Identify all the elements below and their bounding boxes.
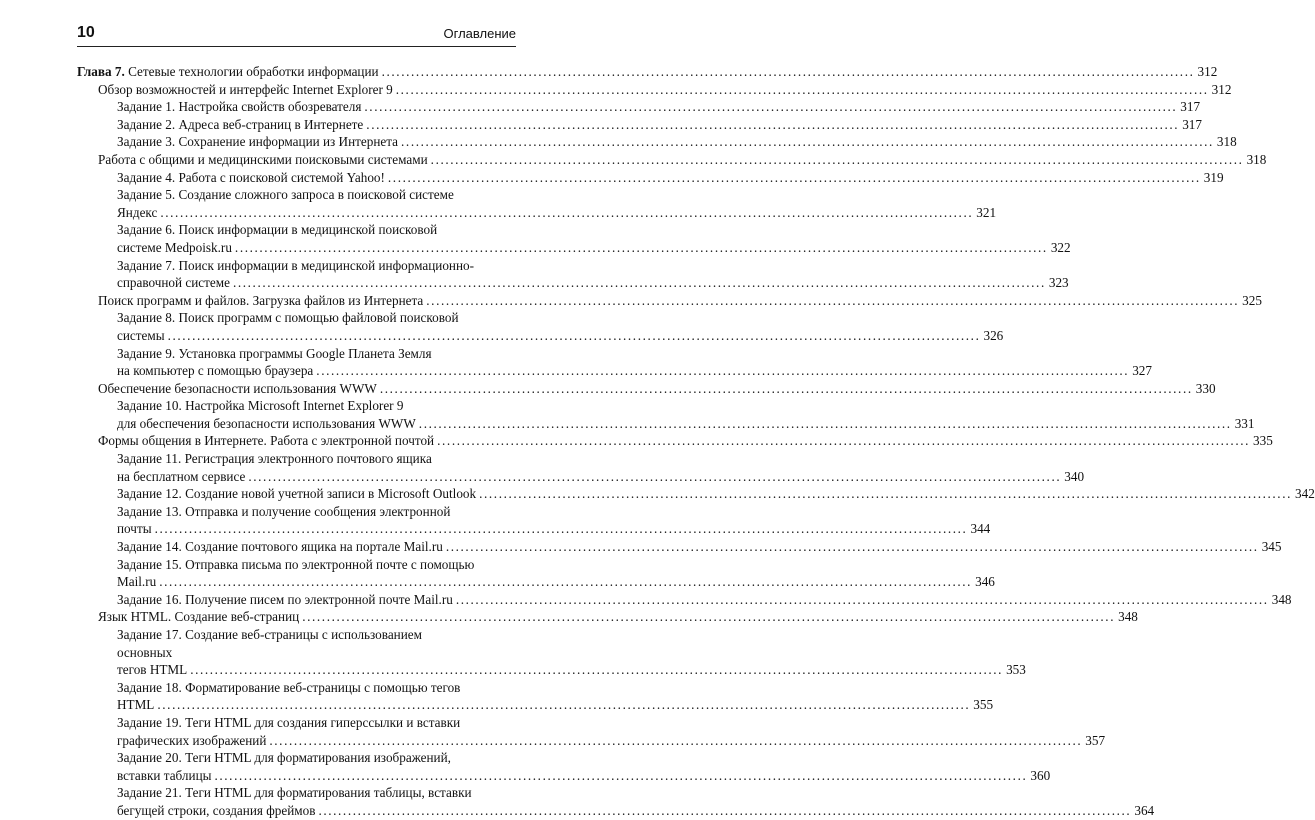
entry-page: 326 [983,327,1004,343]
entry-title: справочной системе [117,275,230,291]
entry-title: бегущей строки, создания фреймов [117,802,316,818]
entry-page: 312 [1197,64,1218,79]
entry-page: 319 [1203,169,1224,185]
chapter-label: Глава 7. [77,64,125,79]
toc-task[interactable] [77,450,1085,485]
entry-title: Поиск программ и файлов. Загрузка файлов из Интернета [98,292,424,308]
entry-title: Задание 12. Создание новой учетной записи в Microsoft Outlook [117,486,477,502]
toc-task[interactable] [77,98,1201,116]
entry-title: для обеспечения безопасности использования WWW [117,415,416,431]
toc-task[interactable] [77,397,1255,432]
running-title: Оглавление [443,26,516,41]
entry-page: 345 [1261,539,1282,555]
toc-task[interactable] [77,784,1155,819]
entry-title-first-line: Задание 8. Поиск программ с помощью файловой поисковой [117,310,459,326]
entry-page: 312 [1211,81,1232,97]
entry-title: Яндекс [117,204,158,220]
toc-chapter[interactable] [77,63,1218,81]
toc-task[interactable] [77,169,1224,187]
toc-task[interactable] [77,626,1026,679]
entry-title: Mail.ru [117,574,157,590]
entry-title: Задание 16. Получение писем по электронной почте Mail.ru [117,591,453,607]
toc-task[interactable] [77,309,1004,344]
toc-task[interactable] [77,556,995,591]
entry-title: Задание 2. Адреса веб-страниц в Интернете [117,116,364,132]
entry-title-first-line: Задание 9. Установка программы Google Планета Земля [117,345,432,361]
toc-section[interactable] [77,432,1273,450]
entry-page: 331 [1234,415,1255,431]
entry-title: почты [117,521,152,537]
toc-task[interactable] [77,538,1282,556]
entry-page: 323 [1048,275,1069,291]
entry-page: 355 [973,697,994,713]
entry-title-first-line: Задание 13. Отправка и получение сообщения электронной [117,503,451,519]
toc-task[interactable] [77,591,1292,609]
toc-task[interactable] [77,485,1315,503]
toc-section[interactable] [77,151,1267,169]
page-header [77,24,516,44]
table-of-contents [77,63,1315,820]
entry-title: на компьютер с помощью браузера [117,363,314,379]
entry-page: 346 [975,574,995,590]
entry-page: 364 [1134,802,1155,818]
entry-page: 360 [1030,767,1051,783]
entry-title: Задание 3. Сохранение информации из Интернета [117,134,399,150]
entry-page: 353 [1006,662,1026,678]
entry-page: 330 [1195,380,1216,396]
entry-title: Формы общения в Интернете. Работа с электронной почтой [98,433,435,449]
entry-title: графических изображений [117,732,267,748]
toc-task[interactable] [77,345,1152,380]
toc-task[interactable] [77,714,1106,749]
toc-task[interactable] [77,503,991,538]
entry-title: Обзор возможностей и интерфейс Internet Explorer 9 [98,81,393,97]
toc-task[interactable] [77,679,994,714]
entry-title-first-line: Задание 10. Настройка Microsoft Internet Explorer 9 [117,398,404,414]
entry-page: 342 [1295,486,1315,502]
entry-title-first-line: Задание 15. Отправка письма по электронной почте с помощью [117,556,475,572]
entry-page: 327 [1132,363,1152,379]
toc-task[interactable] [77,116,1202,134]
entry-page: 318 [1246,151,1267,167]
entry-page: 348 [1271,591,1292,607]
entry-title: Задание 1. Настройка свойств обозревателя [117,99,362,115]
entry-title: Язык HTML. Создание веб-страниц [98,609,300,625]
toc-section[interactable] [77,380,1216,398]
toc-section[interactable] [77,292,1262,310]
entry-page: 335 [1253,433,1273,449]
entry-title: Обеспечение безопасности использования WWW [98,380,377,396]
entry-title: Сетевые технологии обработки информации [128,64,379,79]
entry-title: Задание 14. Создание почтового ящика на портале Mail.ru [117,539,443,555]
entry-title: Работа с общими и медицинскими поисковыми системами [98,151,428,167]
toc-task[interactable] [77,221,1071,256]
entry-title-first-line: Задание 7. Поиск информации в медицинской информационно- [117,257,475,273]
entry-title: на бесплатном сервисе [117,468,246,484]
toc-section[interactable] [77,81,1232,99]
entry-title-first-line: Задание 19. Теги HTML для создания гиперссылки и вставки [117,714,461,730]
toc-section[interactable] [77,608,1138,626]
entry-page: 340 [1064,468,1085,484]
entry-title-first-line: Задание 20. Теги HTML для форматирования изображений, [117,750,451,766]
entry-title-first-line: Задание 6. Поиск информации в медицинской поисковой [117,222,438,238]
entry-page: 321 [976,204,997,220]
entry-page: 325 [1242,292,1262,308]
page-number: 10 [77,24,95,41]
entry-title-first-line: Задание 17. Создание веб-страницы с использованием основных [117,627,422,660]
header-rule [77,46,516,47]
entry-title: тегов HTML [117,662,188,678]
entry-page: 357 [1085,732,1106,748]
entry-page: 348 [1118,609,1138,625]
toc-task[interactable] [77,186,997,221]
entry-title-first-line: Задание 11. Регистрация электронного почтового ящика [117,451,432,467]
entry-title-first-line: Задание 21. Теги HTML для форматирования таблицы, вставки [117,785,472,801]
toc-task[interactable] [77,257,1069,292]
entry-title: системы [117,327,165,343]
entry-page: 317 [1182,116,1202,132]
entry-title: системе Medpoisk.ru [117,239,232,255]
entry-page: 318 [1216,134,1237,150]
entry-title: HTML [117,697,155,713]
entry-page: 322 [1050,239,1071,255]
toc-task[interactable] [77,133,1237,151]
entry-title: Задание 4. Работа с поисковой системой Yahoo! [117,169,385,185]
entry-title-first-line: Задание 5. Создание сложного запроса в поисковой системе [117,187,454,203]
entry-page: 317 [1180,99,1201,115]
entry-page: 344 [970,521,991,537]
entry-title: вставки таблицы [117,767,212,783]
toc-task[interactable] [77,749,1051,784]
entry-title-first-line: Задание 18. Форматирование веб-страницы с помощью тегов [117,679,461,695]
